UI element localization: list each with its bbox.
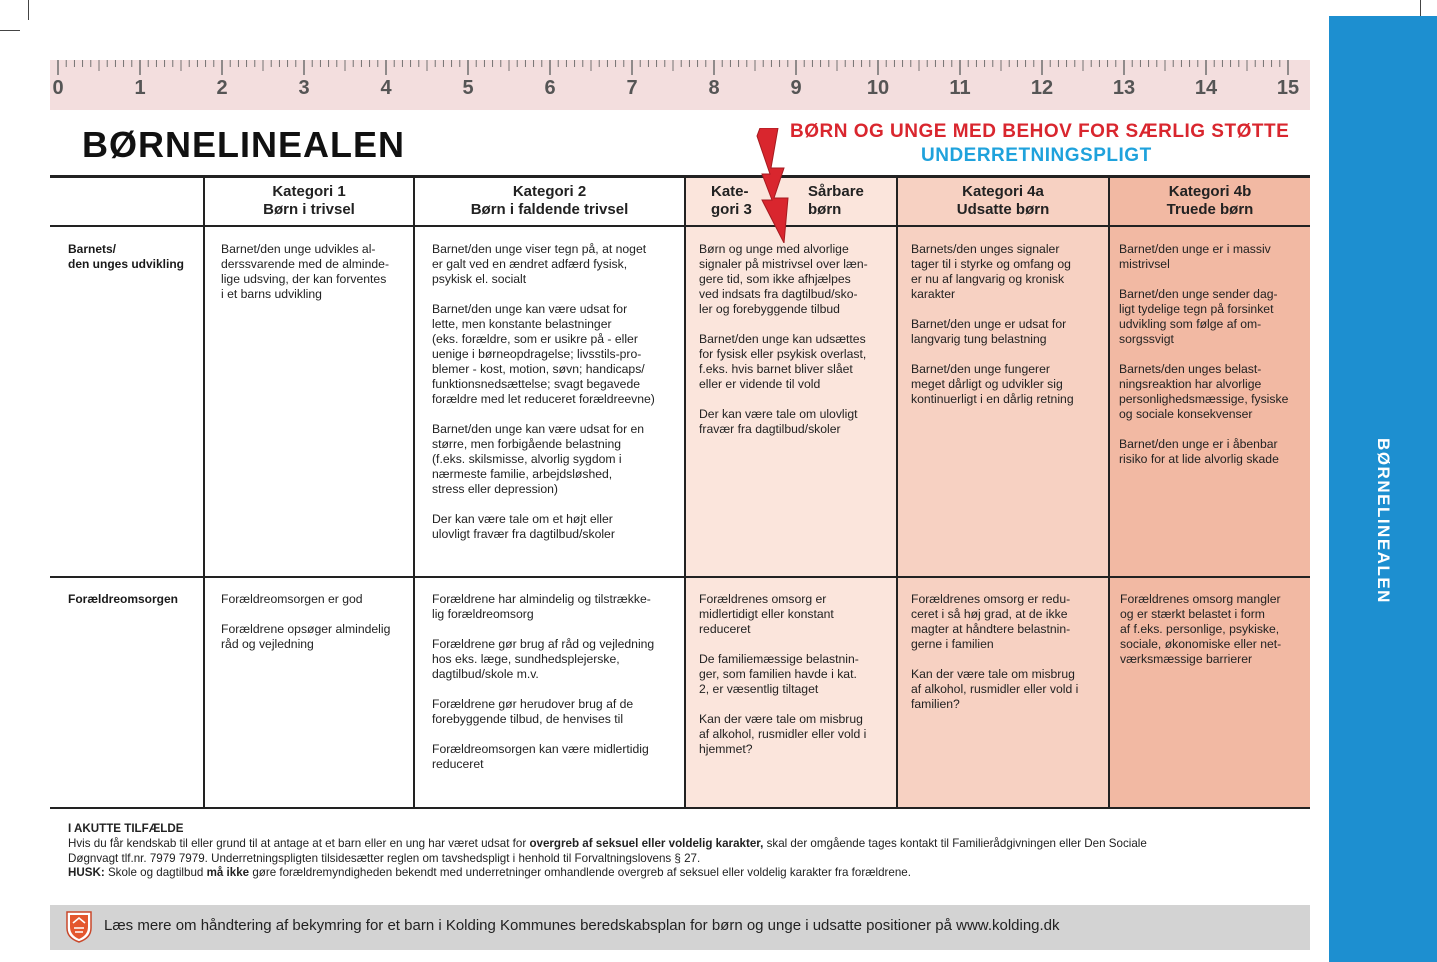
category-2-subtitle: Børn i faldende trivsel [470, 201, 629, 218]
ruler-number: 5 [462, 77, 474, 99]
ruler-number: 9 [790, 77, 802, 99]
column-header-category-2 [415, 183, 684, 219]
ruler-number: 0 [52, 77, 64, 99]
row-label-parental-care: Forældreomsorgen [68, 592, 179, 606]
husk-text-part: gøre forældremyndigheden bekendt med underretninger omhandlende overgreb af seksuel eller voldelig karakter fra forældrene. [249, 866, 911, 880]
category-3-title-part: gori 3 [711, 201, 752, 218]
ruler [50, 60, 1310, 110]
ruler-number: 1 [134, 77, 146, 99]
category-4a-subtitle: Udsatte børn [956, 201, 1050, 218]
category-4a-title: Kategori 4a [962, 183, 1044, 200]
acute-text-line2: Døgnvagt tlf.nr. 7979 7979. Underretningspligten tilsidesætter reglen om tavshedspligt i henhold til Forvaltningslovens § 27. [68, 851, 701, 865]
category-4b-subtitle: Truede børn [1166, 201, 1254, 218]
category-1-subtitle: Børn i trivsel [263, 201, 355, 218]
page-title: BØRNELINEALEN [82, 124, 406, 165]
crop-mark [28, 0, 29, 20]
ruler-number: 11 [949, 77, 971, 99]
ruler-number: 12 [1030, 77, 1054, 99]
column-divider [896, 175, 898, 809]
column-header-category-4b [1110, 183, 1310, 219]
ruler-number: 6 [544, 77, 556, 99]
category-1-title: Kategori 1 [272, 183, 346, 200]
info-bar-text: Læs mere om håndtering af bekymring for et barn i Kolding Kommunes beredskabsplan for børn og unge i udsatte positioner på www.kolding.dk [104, 917, 1060, 934]
ruler-number: 8 [708, 77, 720, 99]
row-label-development: Barnets/ den unges udvikling [68, 242, 185, 271]
header-divider [50, 225, 1310, 227]
husk-emphasis: må ikke [206, 866, 250, 880]
husk-note [68, 866, 1298, 881]
acute-text-part: Hvis du får kendskab til eller grund til at antage at et barn eller en ung har været udsat for [68, 836, 530, 850]
cell-development-category-4b: Barnet/den unge er i massiv mistrivsel Barnet/den unge sender dag- ligt tydelige tegn på forsinket udvikling som følge af om- sorgssvigt Barnets/den unges belast- ningsreaktion har alvorlige personlighedsmæssige, fysiske og sociale konsekvenser Barnet/den unge er i åbenbar risiko for at lide alvorlig skade [1119, 242, 1289, 466]
cell-care-category-4a: Forældrenes omsorg er redu- ceret i så høj grad, at de ikke magter at håndtere belastnin- gerne i familien Kan der være tale om misbrug af alkohol, rusmidler eller vold i familien? [911, 592, 1079, 711]
acute-text-part: skal der omgående tages kontakt til Familierådgivningen eller Den Sociale [763, 836, 1147, 850]
kolding-shield-icon [66, 911, 92, 943]
husk-text-part: Skole og dagtilbud [104, 866, 207, 880]
lightning-bolt-icon [754, 128, 804, 243]
column-header-category-1 [205, 183, 413, 219]
cell-development-category-2: Barnet/den unge viser tegn på, at noget er galt ved en ændret adfærd fysisk, psykisk el. socialt Barnet/den unge kan være udsat for lette, men konstante belastninger (eks. forældre, som er usikre på - eller uenige i børneopdragelse; livsstils-pro- blemer - kost, motion, søvn; handicaps/ funktionsnedsættelse; svagt begavede forældre med let reduceret forældreevne) Barnet/den unge kan være udsat for en større, men forbigående belastning (f.eks. skilsmisse, alvorlig sygdom i nærmeste familie, arbejdsløshed, stress eller depression) Der kan være tale om et højt eller ulovligt fravær fra dagtilbud/skoler [432, 242, 655, 541]
cell-care-category-3: Forældrenes omsorg er midlertidigt eller konstant reduceret De familiemæssige belastnin- ger, som familien havde i kat. 2, er væsentlig tiltaget Kan der være tale om misbrug af alkohol, rusmidler eller vold i hjemmet? [699, 592, 867, 756]
table-top-border [50, 175, 1310, 178]
ruler-number: 14 [1194, 77, 1218, 99]
column-divider [413, 175, 415, 809]
side-tab-label: BØRNELINEALEN [1374, 438, 1393, 604]
ruler-number: 4 [380, 77, 392, 99]
acute-notice [68, 822, 1298, 881]
ruler-number: 10 [866, 77, 890, 99]
acute-text [68, 837, 1298, 852]
column-divider [684, 175, 686, 809]
category-4b-title: Kategori 4b [1168, 183, 1252, 200]
category-3-subtitle-part: Sårbare [808, 183, 864, 200]
column-divider [203, 175, 205, 809]
category-3-title-part: Kate- [711, 183, 749, 200]
ruler-number: 7 [626, 77, 638, 99]
ruler-number: 15 [1276, 77, 1300, 99]
info-bar [50, 905, 1310, 950]
crop-mark [0, 30, 20, 31]
column-header-category-4a [898, 183, 1108, 219]
cell-development-category-4a: Barnets/den unges signaler tager til i styrke og omfang og er nu af langvarig og kronisk karakter Barnet/den unge er udsat for langvarig tung belastning Barnet/den unge fungerer meget dårligt og udvikler sig kontinuerligt i en dårlig retning [911, 242, 1074, 406]
cell-care-category-4b: Forældrenes omsorg mangler og er stærkt belastet i form af f.eks. personlige, psykiske, sociale, økonomiske eller net- værksmæssige barrierer [1120, 592, 1282, 666]
cell-care-category-1: Forældreomsorgen er god Forældrene opsøger almindelig råd og vejledning [221, 592, 391, 651]
category-table [50, 175, 1310, 809]
duty-heading: UNDERRETNINGSPLIGT [921, 145, 1152, 166]
ruler-number: 2 [216, 77, 228, 99]
acute-heading: I AKUTTE TILFÆLDE [68, 822, 184, 835]
column-divider [1108, 175, 1110, 809]
cell-development-category-1: Barnet/den unge udvikles al- derssvarende med de alminde- lige udsving, der kan forventes i et barns udvikling [221, 242, 390, 301]
ruler-number: 13 [1112, 77, 1136, 99]
husk-label: HUSK: [68, 866, 105, 880]
side-tab [1329, 16, 1437, 962]
category-2-title: Kategori 2 [512, 183, 587, 200]
support-heading: BØRN OG UNGE MED BEHOV FOR SÆRLIG STØTTE [790, 121, 1290, 142]
row-divider [50, 576, 1310, 578]
ruler-number: 3 [298, 77, 310, 99]
acute-text-emphasis: overgreb af seksuel eller voldelig karakter, [529, 836, 764, 850]
cell-care-category-2: Forældrene har almindelig og tilstrække- lig forældreomsorg Forældrene gør brug af råd og vejledning hos eks. læge, sundhedsplejerske, dagtilbud/skole m.v. Forældrene gør herudover brug af de forebyggende tilbud, de henvises til Forældreomsorgen kan være midlertidig reduceret [432, 592, 655, 771]
cell-development-category-3: Børn og unge med alvorlige signaler på mistrivsel over læn- gere tid, som ikke afhjælpes ved indsats fra dagtilbud/sko- ler og forebyggende tilbud Barnet/den unge kan udsættes for fysisk eller psykisk overlast, f.eks. hvis barnet bliver slået eller er vidende til vold Der kan være tale om ulovligt fravær fra dagtilbud/skoler [699, 242, 868, 436]
category-3-subtitle-part: børn [808, 201, 842, 218]
table-bottom-border [50, 807, 1310, 809]
